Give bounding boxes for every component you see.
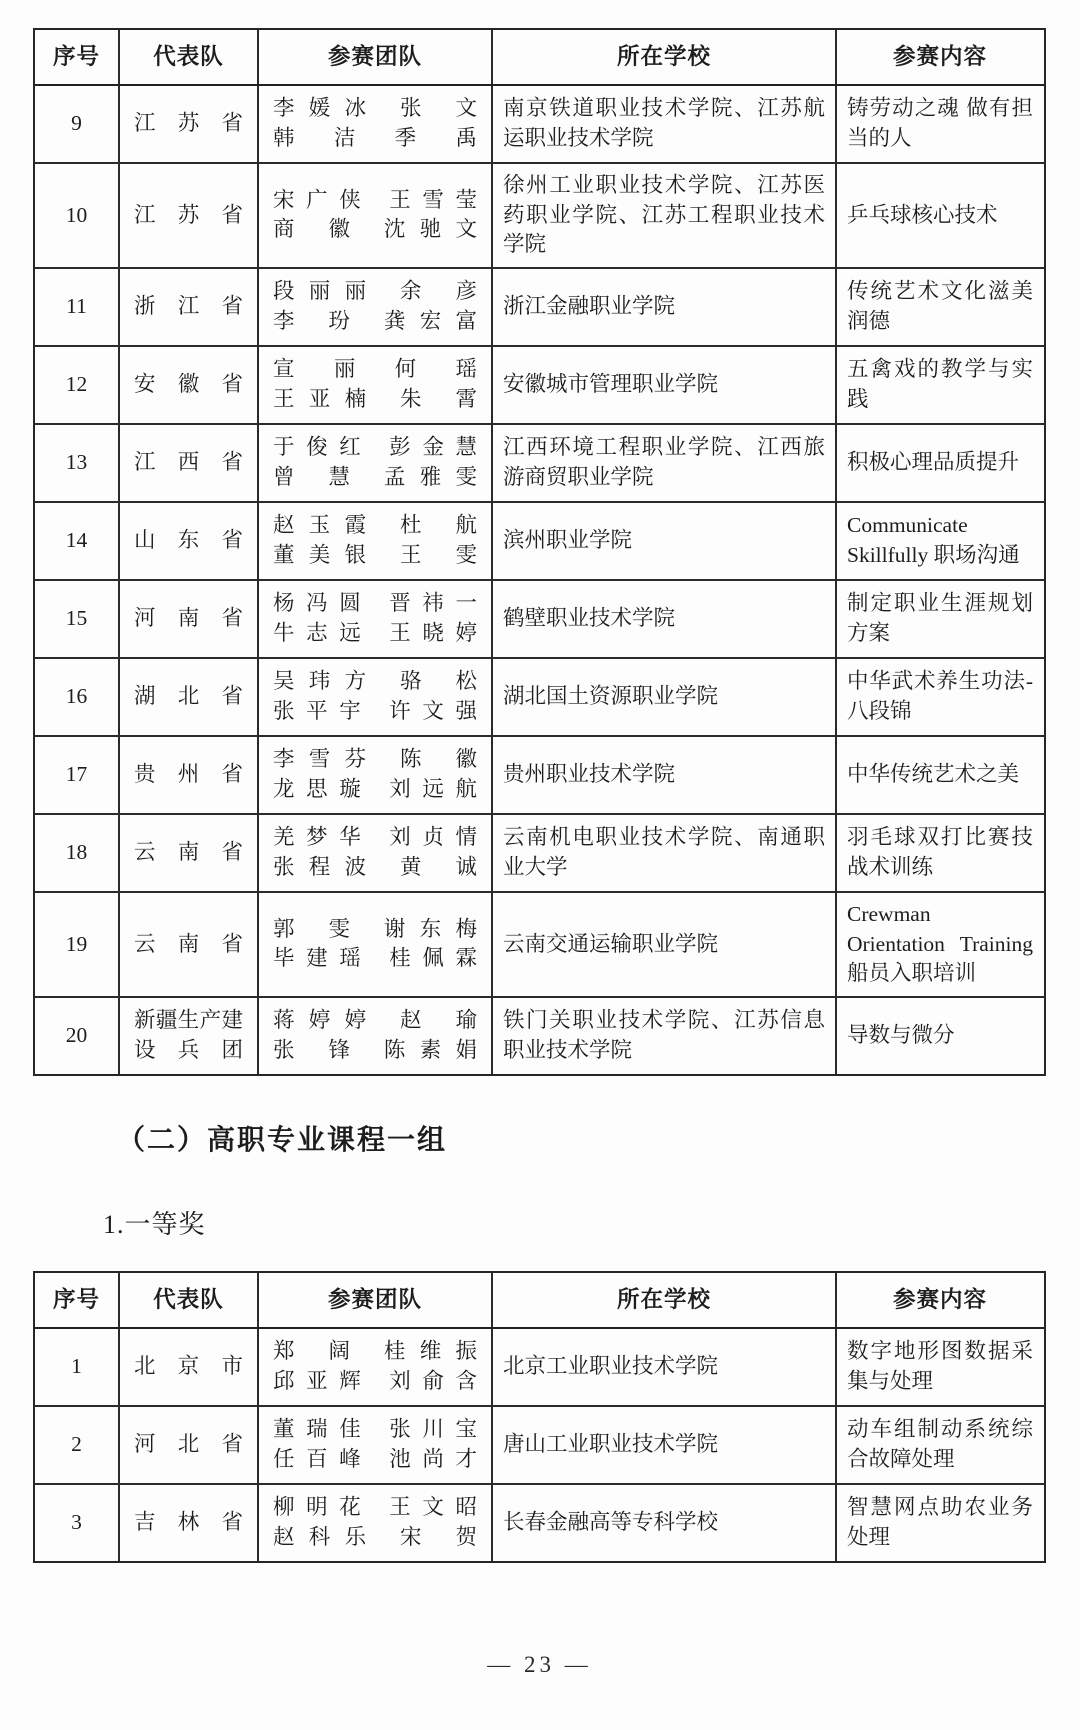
cell-team [120, 86, 259, 162]
team-name: 浙江省 [134, 294, 243, 319]
cell-number [35, 1329, 120, 1405]
table-row [35, 425, 1044, 503]
cell-members [259, 425, 493, 501]
column-header-content [837, 30, 1043, 84]
cell-members [259, 1329, 493, 1405]
member-names-line: 董瑞佳 张川宝 [273, 1417, 477, 1442]
school-name: 贵州职业技术学院 [503, 762, 676, 787]
entry-content: 中华传统艺术之美 [847, 762, 1020, 787]
entry-content: 五禽戏的教学与实践 [847, 357, 1033, 411]
cell-number [35, 737, 120, 813]
row-number: 10 [65, 202, 88, 227]
cell-school [493, 1407, 837, 1483]
cell-content [837, 998, 1043, 1074]
table-row [35, 1485, 1044, 1561]
cell-team [120, 815, 259, 891]
row-number: 13 [65, 450, 88, 475]
column-header-school [493, 30, 837, 84]
school-name: 长春金融高等专科学校 [503, 1510, 719, 1535]
school-name: 湖北国土资源职业学院 [503, 684, 719, 709]
entry-content: 传统艺术文化滋美润德 [847, 279, 1033, 333]
cell-team [120, 164, 259, 267]
member-names-line: 柳明花 王文昭 [273, 1495, 477, 1520]
entry-content: 乒乓球核心技术 [847, 202, 998, 227]
school-name: 北京工业职业技术学院 [503, 1354, 719, 1379]
cell-content [837, 86, 1043, 162]
cell-number [35, 1485, 120, 1561]
cell-content [837, 425, 1043, 501]
member-names-line: 邱亚辉 刘俞含 [273, 1368, 477, 1393]
cell-team [120, 1485, 259, 1561]
cell-school [493, 347, 837, 423]
column-header-label: 代表队 [153, 44, 224, 70]
cell-school [493, 998, 837, 1074]
row-number: 19 [65, 931, 88, 956]
member-names-line: 宣 丽 何 瑶 [273, 357, 477, 382]
member-names-line: 张程波 黄 诚 [273, 854, 477, 879]
team-name: 河北省 [134, 1432, 243, 1457]
table-row [35, 503, 1044, 581]
cell-members [259, 1485, 493, 1561]
school-name: 浙江金融职业学院 [503, 294, 676, 319]
school-name: 铁门关职业技术学院、江苏信息职业技术学院 [503, 1008, 825, 1062]
member-names-line: 龙思璇 刘远航 [273, 776, 477, 801]
entry-content: 中华武术养生功法-八段锦 [847, 669, 1033, 723]
member-names-line: 张平宇 许文强 [273, 698, 477, 723]
member-names-line: 蒋婷婷 赵 瑜 [273, 1008, 477, 1033]
member-names-line: 赵玉霞 杜 航 [273, 513, 477, 538]
table-row [35, 269, 1044, 347]
cell-number [35, 425, 120, 501]
cell-school [493, 737, 837, 813]
cell-members [259, 503, 493, 579]
row-number: 2 [71, 1432, 82, 1457]
entry-content: 智慧网点助农业务处理 [847, 1495, 1033, 1549]
school-name: 云南机电职业技术学院、南通职业大学 [503, 825, 825, 879]
cell-content [837, 269, 1043, 345]
column-header-label: 参赛内容 [892, 44, 987, 70]
column-header-label: 参赛团队 [327, 1287, 422, 1313]
member-names-line: 郑 阔 桂维振 [273, 1339, 477, 1364]
cell-team [120, 893, 259, 996]
cell-number [35, 893, 120, 996]
member-names-line: 羌梦华 刘贞情 [273, 825, 477, 850]
cell-school [493, 86, 837, 162]
team-name: 新疆生产建设兵团 [134, 1008, 243, 1062]
page-number: — 23 — [487, 1652, 592, 1677]
row-number: 11 [66, 294, 87, 319]
column-header-number [35, 30, 120, 84]
cell-team [120, 659, 259, 735]
table-row [35, 815, 1044, 893]
column-header-number [35, 1273, 120, 1327]
cell-team [120, 1407, 259, 1483]
member-names-line: 王亚楠 朱 霄 [273, 386, 477, 411]
entry-content: 导数与微分 [847, 1023, 955, 1048]
member-names-line: 赵科乐 宋 贺 [273, 1524, 477, 1549]
cell-number [35, 86, 120, 162]
cell-school [493, 581, 837, 657]
award-table-top [33, 28, 1046, 1076]
table-row [35, 998, 1044, 1074]
cell-number [35, 269, 120, 345]
member-names-line: 杨冯圆 晋祎一 [273, 591, 477, 616]
cell-team [120, 998, 259, 1074]
table-row [35, 737, 1044, 815]
member-names-line: 董美银 王 雯 [273, 542, 477, 567]
school-name: 云南交通运输职业学院 [503, 931, 719, 956]
cell-team [120, 347, 259, 423]
table-row [35, 347, 1044, 425]
member-names-line: 商 徽 沈驰文 [273, 217, 477, 242]
entry-content: Communicate Skillfully 职场沟通 [847, 513, 1020, 567]
row-number: 15 [65, 606, 88, 631]
school-name: 南京铁道职业技术学院、江苏航运职业技术学院 [503, 96, 825, 150]
award-table-group2 [33, 1271, 1046, 1563]
team-name: 河南省 [134, 606, 243, 631]
entry-content: 数字地形图数据采集与处理 [847, 1339, 1033, 1393]
cell-content [837, 1485, 1043, 1561]
team-name: 云南省 [134, 931, 243, 956]
table-row [35, 164, 1044, 269]
column-header-school [493, 1273, 837, 1327]
school-name: 江西环境工程职业学院、江西旅游商贸职业学院 [503, 435, 825, 489]
row-number: 3 [71, 1510, 82, 1535]
cell-number [35, 1407, 120, 1483]
cell-members [259, 659, 493, 735]
column-header-members [259, 30, 493, 84]
table-row [35, 893, 1044, 998]
cell-school [493, 893, 837, 996]
cell-content [837, 815, 1043, 891]
table-row [35, 1407, 1044, 1485]
team-name: 云南省 [134, 840, 243, 865]
member-names-line: 韩 洁 季 禹 [273, 126, 477, 150]
column-header-label: 序号 [52, 44, 100, 70]
member-names-line: 李媛冰 张 文 [273, 96, 477, 121]
entry-content: 羽毛球双打比赛技战术训练 [847, 825, 1033, 879]
cell-school [493, 425, 837, 501]
cell-content [837, 347, 1043, 423]
cell-number [35, 164, 120, 267]
cell-content [837, 503, 1043, 579]
cell-number [35, 347, 120, 423]
school-name: 滨州职业学院 [503, 528, 633, 553]
row-number: 20 [65, 1023, 88, 1048]
school-name: 徐州工业职业技术学院、江苏医药职业学院、江苏工程职业技术学院 [503, 173, 825, 257]
member-names-line: 吴玮方 骆 松 [273, 669, 477, 694]
team-name: 江西省 [134, 450, 243, 475]
cell-members [259, 998, 493, 1074]
member-names-line: 牛志远 王晓婷 [273, 620, 477, 645]
column-header-label: 序号 [52, 1287, 100, 1313]
entry-content: 积极心理品质提升 [847, 450, 1020, 475]
row-number: 9 [71, 111, 82, 136]
cell-content [837, 164, 1043, 267]
row-number: 17 [65, 762, 88, 787]
school-name: 鹤壁职业技术学院 [503, 606, 676, 631]
cell-members [259, 164, 493, 267]
entry-content: 铸劳动之魂 做有担当的人 [847, 96, 1033, 150]
cell-school [493, 503, 837, 579]
table-header-row [35, 1273, 1044, 1329]
cell-school [493, 164, 837, 267]
cell-content [837, 1329, 1043, 1405]
table-header-row [35, 30, 1044, 86]
cell-content [837, 659, 1043, 735]
entry-content: 动车组制动系统综合故障处理 [847, 1417, 1033, 1471]
member-names-line: 任百峰 池尚才 [273, 1446, 477, 1471]
row-number: 1 [71, 1354, 82, 1379]
column-header-team [120, 1273, 259, 1327]
row-number: 16 [65, 684, 88, 709]
cell-content [837, 737, 1043, 813]
cell-content [837, 581, 1043, 657]
cell-members [259, 581, 493, 657]
cell-content [837, 1407, 1043, 1483]
school-name: 安徽城市管理职业学院 [503, 372, 719, 397]
member-names-line: 李雪芬 陈 徽 [273, 747, 477, 772]
column-header-label: 参赛内容 [892, 1287, 987, 1313]
column-header-label: 代表队 [153, 1287, 224, 1313]
row-number: 18 [65, 840, 88, 865]
cell-members [259, 269, 493, 345]
member-names-line: 张 锋 陈素娟 [273, 1037, 477, 1062]
cell-team [120, 503, 259, 579]
member-names-line: 宋广侠 王雪莹 [273, 187, 477, 212]
cell-team [120, 269, 259, 345]
entry-content: Crewman Orientation Training 船员入职培训 [847, 901, 1033, 986]
cell-school [493, 1329, 837, 1405]
team-name: 吉林省 [134, 1510, 243, 1535]
section-heading: （二）高职专业课程一组 [117, 1124, 448, 1156]
entry-content: 制定职业生涯规划方案 [847, 591, 1033, 645]
table-row [35, 581, 1044, 659]
cell-number [35, 581, 120, 657]
cell-members [259, 1407, 493, 1483]
cell-team [120, 1329, 259, 1405]
team-name: 北京市 [134, 1354, 243, 1379]
team-name: 江苏省 [134, 202, 243, 227]
cell-school [493, 269, 837, 345]
team-name: 湖北省 [134, 684, 243, 709]
member-names-line: 毕建瑶 桂佩霖 [273, 946, 477, 971]
cell-members [259, 737, 493, 813]
column-header-label: 参赛团队 [327, 44, 422, 70]
cell-members [259, 347, 493, 423]
table-row [35, 659, 1044, 737]
cell-team [120, 581, 259, 657]
member-names-line: 李 玢 龚宏富 [273, 308, 477, 333]
column-header-team [120, 30, 259, 84]
cell-team [120, 425, 259, 501]
cell-number [35, 815, 120, 891]
cell-members [259, 86, 493, 162]
team-name: 贵州省 [134, 762, 243, 787]
cell-school [493, 1485, 837, 1561]
team-name: 江苏省 [134, 111, 243, 136]
cell-number [35, 503, 120, 579]
column-header-label: 所在学校 [616, 44, 711, 70]
school-name: 唐山工业职业技术学院 [503, 1432, 719, 1457]
cell-members [259, 815, 493, 891]
column-header-content [837, 1273, 1043, 1327]
table-row [35, 86, 1044, 164]
cell-members [259, 893, 493, 996]
column-header-label: 所在学校 [616, 1287, 711, 1313]
column-header-members [259, 1273, 493, 1327]
row-number: 14 [65, 528, 88, 553]
member-names-line: 段丽丽 余 彦 [273, 279, 477, 304]
cell-school [493, 659, 837, 735]
row-number: 12 [65, 372, 88, 397]
team-name: 山东省 [134, 528, 243, 553]
cell-number [35, 998, 120, 1074]
cell-team [120, 737, 259, 813]
cell-school [493, 815, 837, 891]
member-names-line: 郭 雯 谢东梅 [273, 916, 477, 941]
cell-content [837, 893, 1043, 996]
table-row [35, 1329, 1044, 1407]
team-name: 安徽省 [134, 372, 243, 397]
subsection-heading: 1.一等奖 [103, 1209, 206, 1239]
member-names-line: 于俊红 彭金慧 [273, 435, 477, 460]
member-names-line: 曾 慧 孟雅雯 [273, 464, 477, 489]
cell-number [35, 659, 120, 735]
